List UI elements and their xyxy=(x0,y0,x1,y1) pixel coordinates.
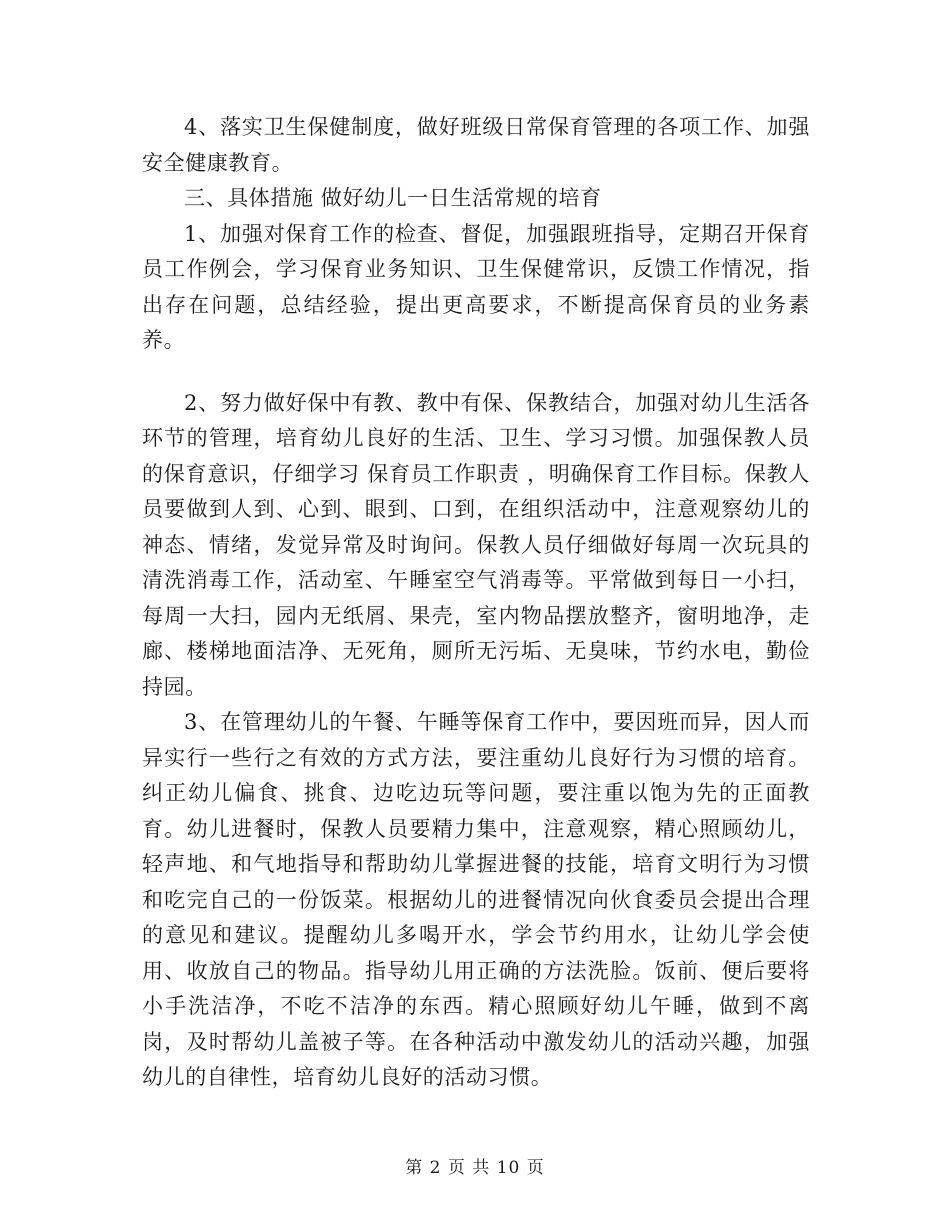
section-heading-measures: 三、具体措施 做好幼儿一日生活常规的培育 xyxy=(184,186,602,210)
document-body xyxy=(142,110,810,1096)
paragraph-measure-2: 2、努力做好保中有教、教中有保、保教结合，加强对幼儿生活各环节的管理，培育幼儿良好的生活、卫生、学习习惯。加强保教人员的保育意识，仔细学习 保育员工作职责 ，明确保育工作目标。保教人员要做到人到、心到、眼到、口到，在组织活动中，注意观察幼儿的神态、情绪，发觉异常及时询问。保教人员仔细做好每周一次玩具的清洗消毒工作，活动室、午睡室空气消毒等。平常做到每日一小扫，每周一大扫，园内无纸屑、果壳，室内物品摆放整齐，窗明地净，走廊、楼梯地面洁净、无死角，厕所无污垢、无臭味，节约水电，勤俭持园。 xyxy=(142,390,810,699)
paragraph-item-4: 4、落实卫生保健制度，做好班级日常保育管理的各项工作、加强安全健康教育。 xyxy=(142,115,810,175)
paragraph-measure-1: 1、加强对保育工作的检查、督促，加强跟班指导，定期召开保育员工作例会，学习保育业务知识、卫生保健常识，反馈工作情况，指出存在问题，总结经验，提出更高要求，不断提高保育员的业务素养。 xyxy=(142,221,810,352)
paragraph-measure-3: 3、在管理幼儿的午餐、午睡等保育工作中，要因班而异，因人而异实行一些行之有效的方式方法，要注重幼儿良好行为习惯的培育。纠正幼儿偏食、挑食、边吃边玩等问题，要注重以饱为先的正面教育。幼儿进餐时，保教人员要精力集中，注意观察，精心照顾幼儿，轻声地、和气地指导和帮助幼儿掌握进餐的技能，培育文明行为习惯和吃完自己的一份饭菜。根据幼儿的进餐情况向伙食委员会提出合理的意见和建议。提醒幼儿多喝开水，学会节约用水，让幼儿学会使用、收放自己的物品。指导幼儿用正确的方法洗脸。饭前、便后要将小手洗洁净，不吃不洁净的东西。精心照顾好幼儿午睡，做到不离岗，及时帮幼儿盖被子等。在各种活动中激发幼儿的活动兴趣，加强幼儿的自律性，培育幼儿良好的活动习惯。 xyxy=(142,710,810,1089)
page-number-footer: 第 2 页 共 10 页 xyxy=(405,1158,545,1178)
